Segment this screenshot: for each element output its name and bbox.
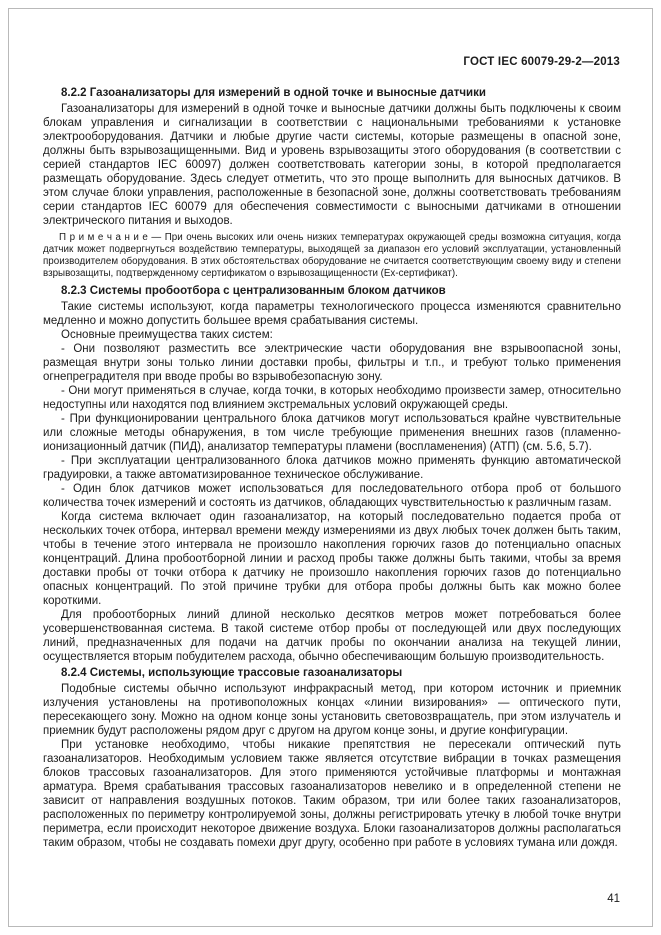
paragraph: При установке необходимо, чтобы никакие препятствия не пересекали оптический путь газоанализаторов. Необходимым условием также является отсутствие вибрации в точках размещения блоков трассовых газоанализаторов. Для этого применяются устойчивые платформы и монтажная арматура. Время срабатывания трассовых газоанализаторов невелико и в определенной степени не зависит от направления воздушных потоков. Таким образом, три или более таких газоанализаторов, расположенных по периметру контролируемой зоны, должны регистрировать утечку в любой точке внутри периметра, если происходит некоторое движение воздуха. Блоки газоанализаторов должны располагаться таким образом, чтобы не создавать помехи друг другу, особенно при работе в условиях тумана или дождя. bbox=[43, 739, 621, 849]
list-item: - При функционировании центрального блока датчиков могут использоваться крайне чувствительные или сложные методы обнаружения, в том числе требующие применения внешних газов (пламенно-ионизационный датчик (ПИД), анализатор температуры пламени (воспламенения) (АТП) (см. 5.6, 5.7). bbox=[43, 413, 621, 453]
section-heading: 8.2.3 Системы пробоотбора с централизованным блоком датчиков bbox=[61, 285, 446, 297]
paragraph: Газоанализаторы для измерений в одной точке и выносные датчики должны быть подключены к своим блокам управления и сигнализации в соответствии с национальными требованиями к установке электрооборудования. Датчики и любые другие части системы, которые размещены в опасной зоне, должны быть взрывозащищенными. Вид и уровень взрывозащиты этого оборудования (в соответствии с серией стандартов IEC 60097) должен соответствовать категории зоны, в которой предполагается размещать оборудование. Здесь следует отметить, что это проще выполнить для выносных датчиков. В этом случае блоки управления, расположенные в безопасной зоне, должны соответствовать требованиям серии стандартов IEC 60079 для обеспечения совместимости с выносными датчиками в отношении электрического питания и выходов. bbox=[43, 103, 621, 227]
paragraph: Основные преимущества таких систем: bbox=[61, 329, 273, 341]
paragraph: Подобные системы обычно используют инфракрасный метод, при котором источник и приемник излучения установлены на противоположных концах «линии визирования» — оптического пути, пересекающего зону. Можно на одном конце зоны установить световозвращатель, при этом излучатель и приемник будут расположены рядом друг с другом на другом конце зоны, и другие конфигурации. bbox=[43, 683, 621, 737]
page-number: 41 bbox=[607, 893, 620, 905]
running-header: ГОСТ IEC 60079-29-2—2013 bbox=[463, 56, 620, 68]
list-item: - При эксплуатации централизованного блока датчиков можно применять функцию автоматической градуировки, а также автоматизированное техническое обслуживание. bbox=[43, 455, 621, 481]
list-item: - Они позволяют разместить все электрические части оборудования вне взрывоопасной зоны, размещая внутри зоны только линии доставки пробы, фильтры и т.п., и требуют только применения огнепреградителя при вводе пробы во взрывобезопасную зону. bbox=[43, 343, 621, 383]
list-item: - Один блок датчиков может использоваться для последовательного отбора проб от большого количества точек измерений и состоять из датчиков, обладающих чувствительностью к различным газам. bbox=[43, 483, 621, 509]
paragraph: Такие системы используют, когда параметры технологического процесса изменяются сравнительно медленно и можно допустить большее время срабатывания системы. bbox=[43, 301, 621, 327]
note-paragraph: П р и м е ч а н и е — При очень высоких или очень низких температурах окружающей среды возможна ситуация, когда датчик может подвергнуться воздействию температуры, выходящей за диапазон его условий эксплуатации, установленный производителем оборудования. В этих обстоятельствах оборудование не считается соответствующим своему виду и степени взрывозащиты, подтвержденному сертификатом о взрывозащищенности (Ex-сертификат). bbox=[43, 232, 621, 279]
section-heading: 8.2.2 Газоанализаторы для измерений в одной точке и выносные датчики bbox=[61, 87, 486, 99]
list-item: - Они могут применяться в случае, когда точки, в которых необходимо произвести замер, относительно недоступны или находятся под влиянием экстремальных условий окружающей среды. bbox=[43, 385, 621, 411]
paragraph: Когда система включает один газоанализатор, на который последовательно подается проба от нескольких точек отбора, интервал времени между измерениями из двух любых точек должен быть таким, чтобы в течение этого интервала не произошло накопления горючих газов до потенциально опасных концентраций. Длина пробоотборной линии и расход пробы также должны быть такими, чтобы за время доставки пробы от точки отбора к датчику не произошло накопления горючих газов до потенциально опасных концентраций. По этой причине трубки для отбора пробы должны быть как можно более короткими. bbox=[43, 511, 621, 607]
paragraph: Для пробоотборных линий длиной несколько десятков метров может потребоваться более усовершенствованная система. В такой системе отбор пробы от последующей или двух последующих линий, предназначенных для подачи на датчик пробы по окончании анализа на текущей линии, осуществляется вторым побудителем расхода, обычно обеспечивающим большую производительность. bbox=[43, 609, 621, 663]
document-body bbox=[43, 84, 621, 850]
section-heading: 8.2.4 Системы, использующие трассовые газоанализаторы bbox=[61, 667, 403, 679]
